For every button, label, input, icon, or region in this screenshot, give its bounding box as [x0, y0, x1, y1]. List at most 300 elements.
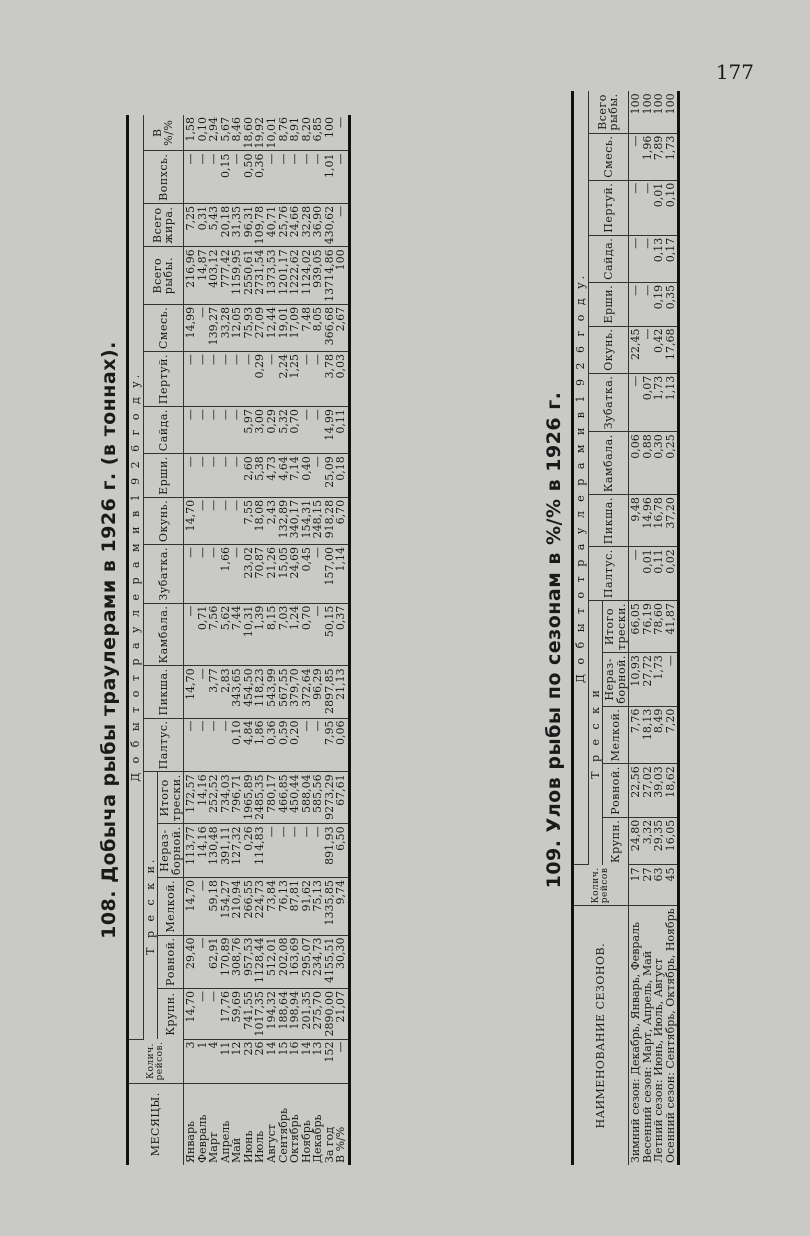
table-cell: —: [207, 499, 221, 511]
table-cell: 19,01: [276, 306, 290, 339]
table-cell: 252,52: [207, 774, 221, 813]
table-cell: 2485,35: [253, 774, 267, 820]
table-cell: 1222,62: [288, 249, 302, 295]
table-cell: 21,13: [334, 668, 348, 700]
table-cell: 248,15: [311, 499, 325, 539]
table-cell: 27,72: [640, 655, 654, 687]
table-cell: —: [299, 409, 313, 421]
table-cell: —: [184, 354, 198, 366]
table-cell: 10,31: [241, 605, 255, 638]
table-cell: 8,15: [265, 605, 279, 631]
table-cell: —: [195, 306, 209, 318]
table-cell: 1017,35: [253, 991, 267, 1037]
table-cell: —: [288, 826, 302, 838]
table-cell: 3: [184, 1041, 198, 1049]
table-109-body-row: [629, 91, 679, 1165]
table-cell: 1,86: [253, 720, 267, 746]
table-cell: 4: [207, 1041, 221, 1049]
table-cell: 41,87: [663, 603, 677, 635]
table-cell: 585,56: [311, 774, 325, 813]
table-cell: 30,30: [334, 937, 348, 970]
table-108-title: 108. Добыча рыбы траулерами в 1926 г. (в тоннах).: [98, 341, 120, 939]
table-cell: 1,14: [334, 547, 348, 572]
table-cell: 567,55: [276, 668, 290, 707]
table-cell: Зимний сезон: Декабрь, Январь, Февраль: [629, 922, 643, 1163]
table-cell: 588,04: [299, 774, 313, 813]
table-cell: —: [311, 605, 325, 617]
table-cell: —: [629, 237, 643, 249]
table-cell: 22,45: [629, 328, 643, 361]
col-header: Палтус.: [588, 547, 629, 601]
table-cell: 14: [265, 1041, 279, 1056]
table-cell: 0,25: [663, 434, 677, 459]
table-cell: 45: [663, 867, 677, 882]
table-cell: 0,37: [334, 605, 348, 631]
table-cell: —: [184, 409, 198, 421]
table-cell: 210,94: [230, 879, 244, 919]
col-header: Всего жира.: [143, 203, 184, 247]
table-cell: 100: [640, 93, 654, 115]
table-cell: 1,39: [253, 605, 267, 631]
table-cell: 9,48: [629, 497, 643, 522]
table-cell: —: [195, 499, 209, 511]
seasons-cell: [629, 906, 679, 1165]
table-cell: 59,18: [207, 879, 221, 912]
table-cell: 17,09: [288, 306, 302, 339]
data-column: [629, 133, 679, 180]
col-header: Смесь.: [143, 304, 184, 351]
data-column: [184, 545, 350, 604]
table-cell: 796,71: [230, 774, 244, 813]
table-cell: 939,05: [311, 249, 325, 288]
table-cell: —: [195, 456, 209, 468]
col-header: Всего рыбы.: [588, 91, 629, 133]
table-cell: 20,18: [218, 205, 232, 238]
table-cell: 4155,51: [322, 937, 336, 984]
data-column: [184, 352, 350, 407]
col-header: Камбала.: [588, 432, 629, 495]
data-column: [184, 603, 350, 666]
table-cell: 0,35: [663, 284, 677, 310]
table-cell: 67,61: [334, 774, 348, 806]
col-header: Ерши.: [143, 454, 184, 498]
table-cell: 430,62: [322, 205, 336, 245]
data-column: [184, 407, 350, 454]
table-108: [126, 115, 351, 1165]
table-cell: 0,06: [334, 720, 348, 746]
table-cell: Май: [230, 1137, 244, 1163]
table-cell: —: [334, 1041, 348, 1053]
table-cell: 14,70: [184, 991, 198, 1023]
table-cell: 36,90: [311, 205, 325, 238]
table-cell: —: [195, 547, 209, 559]
data-column: [629, 653, 679, 707]
data-column: [629, 432, 679, 495]
table-cell: 66,05: [629, 603, 643, 635]
table-cell: 31,35: [230, 205, 244, 238]
col-header: Палтус.: [143, 718, 184, 772]
table-cell: —: [184, 153, 198, 165]
col-header: Мелкой.: [603, 706, 629, 764]
table-cell: 7,44: [230, 605, 244, 631]
table-cell: 0,59: [276, 720, 290, 746]
table-cell: 918,28: [322, 499, 336, 539]
table-cell: 2,60: [241, 456, 255, 481]
table-cell: 0,17: [663, 237, 677, 263]
table-cell: —: [195, 720, 209, 732]
table-cell: 0,11: [652, 549, 666, 574]
table-cell: —: [230, 499, 244, 511]
table-cell: 3,77: [207, 668, 221, 693]
table-cell: 2,94: [207, 117, 221, 142]
table-cell: 132,89: [276, 499, 290, 539]
table-cell: —: [640, 328, 654, 340]
table-cell: —: [629, 182, 643, 194]
table-cell: 0,88: [640, 434, 654, 459]
table-cell: 4,73: [265, 456, 279, 481]
table-cell: Июнь: [241, 1130, 255, 1163]
table-cell: 0,50: [241, 153, 255, 178]
table-cell: —: [195, 937, 209, 949]
table-cell: Январь: [184, 1121, 198, 1163]
table-cell: 0,10: [195, 117, 209, 142]
table-cell: 14,16: [195, 774, 209, 806]
col-header: Нераз-борной.: [158, 824, 184, 878]
table-cell: 7,55: [241, 499, 255, 525]
table-cell: —: [311, 547, 325, 559]
table-cell: 13714,86: [322, 249, 336, 302]
table-cell: 8,91: [288, 117, 302, 142]
table-cell: —: [195, 354, 209, 366]
data-column: [629, 706, 679, 764]
col-header: Пертуй.: [588, 180, 629, 235]
table-cell: 0,42: [652, 328, 666, 354]
table-cell: 777,42: [218, 249, 232, 288]
table-cell: —: [230, 153, 244, 165]
cod-header: Т р е с к и: [588, 601, 603, 865]
table-cell: —: [311, 409, 325, 421]
table-cell: 0,36: [265, 720, 279, 746]
table-cell: 0,07: [640, 375, 654, 401]
table-cell: 14,96: [640, 497, 654, 529]
table-cell: Август: [265, 1123, 279, 1163]
table-cell: 100: [663, 93, 677, 115]
table-cell: 27,02: [640, 766, 654, 798]
table-cell: 0,70: [299, 605, 313, 631]
table-cell: 234,73: [311, 937, 325, 977]
table-cell: 18,60: [241, 117, 255, 149]
table-cell: Апрель: [218, 1120, 232, 1163]
table-cell: Летний сезон: Июнь, Июль, Август: [652, 958, 666, 1163]
table-cell: В %/%: [334, 1126, 348, 1163]
table-cell: 2897,85: [322, 668, 336, 714]
table-cell: —: [195, 879, 209, 891]
table-cell: 18,62: [663, 766, 677, 798]
table-cell: 17,68: [663, 328, 677, 361]
table-cell: 3,32: [640, 819, 654, 845]
table-cell: 295,07: [299, 937, 313, 977]
table-cell: —: [207, 720, 221, 732]
table-cell: Сентябрь: [276, 1108, 290, 1163]
data-column: [184, 497, 350, 544]
table-cell: —: [299, 354, 313, 366]
table-cell: 0,36: [253, 153, 267, 178]
table-cell: 100: [334, 249, 348, 271]
table-cell: 24,66: [288, 205, 302, 238]
table-cell: 2,24: [276, 354, 290, 379]
table-cell: 0,19: [652, 284, 666, 310]
col-header: Итого трески.: [603, 601, 629, 653]
table-cell: 76,13: [276, 879, 290, 912]
table-cell: —: [640, 284, 654, 296]
table-cell: 1,58: [184, 117, 198, 142]
table-cell: 18,13: [640, 708, 654, 741]
trips-cell: [184, 1039, 350, 1083]
table-cell: 22,56: [629, 766, 643, 798]
table-cell: —: [311, 826, 325, 838]
table-cell: 1,96: [640, 135, 654, 161]
table-cell: 202,08: [276, 937, 290, 977]
col-header: Пикша.: [588, 495, 629, 547]
table-cell: 27: [640, 867, 654, 882]
table-cell: 266,55: [241, 879, 255, 919]
table-cell: —: [265, 826, 279, 838]
table-cell: 17: [629, 867, 643, 882]
table-cell: 9,74: [334, 879, 348, 905]
data-column: [629, 495, 679, 547]
table-cell: —: [334, 153, 348, 165]
table-cell: 188,64: [276, 991, 290, 1030]
table-cell: —: [207, 991, 221, 1003]
table-cell: 0,40: [299, 456, 313, 481]
table-cell: 1159,95: [230, 249, 244, 295]
col-header: Всего рыбы.: [143, 247, 184, 305]
table-cell: —: [288, 153, 302, 165]
table-cell: 1,24: [288, 605, 302, 631]
table-cell: 16,78: [652, 497, 666, 529]
table-cell: —: [311, 354, 325, 366]
col-header: Камбала.: [143, 603, 184, 666]
table-cell: 73,84: [265, 879, 279, 912]
data-column: [629, 180, 679, 235]
table-cell: —: [299, 826, 313, 838]
col-header: Нераз-борной.: [603, 653, 629, 707]
data-column: [629, 91, 679, 133]
table-cell: 3,00: [253, 409, 267, 434]
data-column: [184, 718, 350, 772]
table-cell: 1201,17: [276, 249, 290, 295]
table-cell: 5,97: [241, 409, 255, 434]
table-cell: 5,67: [218, 117, 232, 142]
col-header: Итого трески.: [158, 772, 184, 824]
table-cell: 127,32: [230, 826, 244, 865]
table-cell: 0,30: [652, 434, 666, 459]
table-cell: 25,09: [322, 456, 336, 488]
table-cell: —: [663, 655, 677, 667]
data-column: [184, 772, 350, 824]
table-cell: —: [311, 720, 325, 732]
table-cell: 96,29: [311, 668, 325, 700]
col-header: Сайда.: [143, 407, 184, 454]
table-cell: —: [207, 153, 221, 165]
col-header: Вопхсь.: [143, 151, 184, 203]
table-cell: —: [276, 153, 290, 165]
table-cell: 216,96: [184, 249, 198, 288]
col-months-header: МЕСЯЦЫ.: [128, 1083, 184, 1165]
table-cell: 340,17: [288, 499, 302, 539]
table-cell: —: [629, 284, 643, 296]
table-cell: 1373,53: [265, 249, 279, 295]
table-cell: 163,69: [288, 937, 302, 977]
table-cell: 1124,02: [299, 249, 313, 295]
table-cell: 29,35: [652, 819, 666, 852]
table-cell: 100: [652, 93, 666, 115]
table-cell: —: [207, 409, 221, 421]
table-cell: 27,09: [253, 306, 267, 339]
table-cell: —: [218, 499, 232, 511]
table-cell: 0,20: [288, 720, 302, 746]
data-column: [184, 454, 350, 498]
catch-header: Д о б ы т о т р а у л е р а м и в 1 9 2 6 г о д у.: [573, 91, 589, 865]
table-cell: 14,99: [184, 306, 198, 339]
table-cell: 14,16: [195, 826, 209, 858]
table-cell: 5,38: [253, 456, 267, 481]
table-cell: 780,17: [265, 774, 279, 813]
table-cell: 24,80: [629, 819, 643, 852]
table-cell: 0,01: [652, 182, 666, 208]
data-column: [184, 304, 350, 351]
table-cell: —: [230, 547, 244, 559]
col-header: Окунь.: [143, 497, 184, 544]
table-cell: 0,29: [253, 354, 267, 379]
table-cell: 23,02: [241, 547, 255, 579]
table-cell: 21,26: [265, 547, 279, 579]
table-cell: 172,57: [184, 774, 198, 813]
data-column: [184, 935, 350, 989]
col-header: Крупн.: [158, 989, 184, 1040]
table-cell: 2,43: [265, 499, 279, 525]
col-header: Зубатка.: [143, 545, 184, 604]
data-column: [184, 115, 350, 151]
table-cell: —: [299, 720, 313, 732]
table-cell: 194,32: [265, 991, 279, 1030]
table-cell: 10,01: [265, 117, 279, 149]
table-109: [571, 91, 680, 1165]
data-column: [184, 989, 350, 1040]
table-cell: 366,68: [322, 306, 336, 346]
table-cell: 9273,29: [322, 774, 336, 820]
table-cell: —: [276, 826, 290, 838]
table-cell: 7,89: [652, 135, 666, 161]
table-cell: Весенний сезон: Март, Апрель, Май: [640, 950, 654, 1163]
table-cell: 379,70: [288, 668, 302, 707]
table-cell: 33,28: [218, 306, 232, 339]
table-cell: 343,65: [230, 668, 244, 707]
table-cell: 0,01: [640, 549, 654, 574]
table-cell: —: [195, 409, 209, 421]
table-cell: 0,70: [288, 409, 302, 434]
table-cell: —: [207, 456, 221, 468]
table-cell: 466,85: [276, 774, 290, 813]
table-cell: —: [195, 153, 209, 165]
table-cell: —: [299, 153, 313, 165]
table-cell: 154,27: [218, 879, 232, 919]
table-cell: —: [629, 549, 643, 561]
table-cell: —: [184, 547, 198, 559]
table-cell: 1,13: [663, 375, 677, 401]
table-cell: 0,18: [334, 456, 348, 481]
table-cell: 14,70: [184, 499, 198, 532]
table-cell: 1128,44: [253, 937, 267, 984]
table-cell: 0,02: [663, 549, 677, 574]
table-cell: 14,87: [195, 249, 209, 281]
table-cell: 7,20: [663, 708, 677, 734]
col-header: Ровной.: [158, 935, 184, 989]
table-cell: —: [334, 117, 348, 128]
table-cell: 21,07: [334, 991, 348, 1023]
table-cell: 391,11: [218, 826, 232, 865]
table-cell: 59,69: [230, 991, 244, 1023]
table-cell: 741,55: [241, 991, 255, 1030]
col-header: Сайда.: [588, 235, 629, 282]
table-cell: 1,73: [652, 655, 666, 680]
table-cell: 7,03: [276, 605, 290, 631]
data-column: [629, 373, 679, 432]
data-column: [184, 203, 350, 247]
table-cell: —: [640, 237, 654, 249]
table-cell: —: [230, 409, 244, 421]
table-cell: 40,71: [265, 205, 279, 238]
table-cell: 16: [288, 1041, 302, 1056]
table-cell: 1,73: [663, 135, 677, 161]
table-cell: 734,03: [218, 774, 232, 813]
col-header: Крупн.: [603, 817, 629, 865]
table-cell: 14: [299, 1041, 313, 1056]
table-cell: 0,11: [334, 409, 348, 434]
col-header: Мелкой.: [158, 877, 184, 935]
table-cell: —: [184, 605, 198, 617]
table-cell: 6,85: [311, 117, 325, 142]
table-cell: 14,99: [322, 409, 336, 441]
table-cell: 18,08: [253, 499, 267, 532]
table-cell: 7,14: [288, 456, 302, 481]
table-cell: 5,62: [218, 605, 232, 631]
table-cell: 5,32: [276, 409, 290, 434]
table-cell: 100: [629, 93, 643, 115]
table-cell: 50,15: [322, 605, 336, 638]
table-cell: 8,20: [299, 117, 313, 142]
trips-cell: [629, 865, 679, 906]
table-cell: Декабрь: [311, 1114, 325, 1163]
col-seasons-header: НАИМЕНОВАНИЕ СЕЗОНОВ.: [573, 906, 629, 1165]
table-cell: 2731,54: [253, 249, 267, 295]
col-header: Пикша.: [143, 666, 184, 718]
table-cell: 63: [652, 867, 666, 882]
table-cell: —: [629, 375, 643, 387]
table-cell: 198,94: [288, 991, 302, 1030]
table-cell: 275,70: [311, 991, 325, 1030]
table-cell: 543,99: [265, 668, 279, 707]
table-cell: 4,64: [276, 456, 290, 481]
table-cell: 512,01: [265, 937, 279, 977]
cod-header: Т р е с к и.: [143, 772, 158, 1039]
table-cell: 0,03: [334, 354, 348, 379]
table-cell: 157,00: [322, 547, 336, 586]
table-cell: 372,64: [299, 668, 313, 707]
table-cell: 32,28: [299, 205, 313, 238]
table-cell: 23: [241, 1041, 255, 1056]
table-cell: 450,44: [288, 774, 302, 813]
